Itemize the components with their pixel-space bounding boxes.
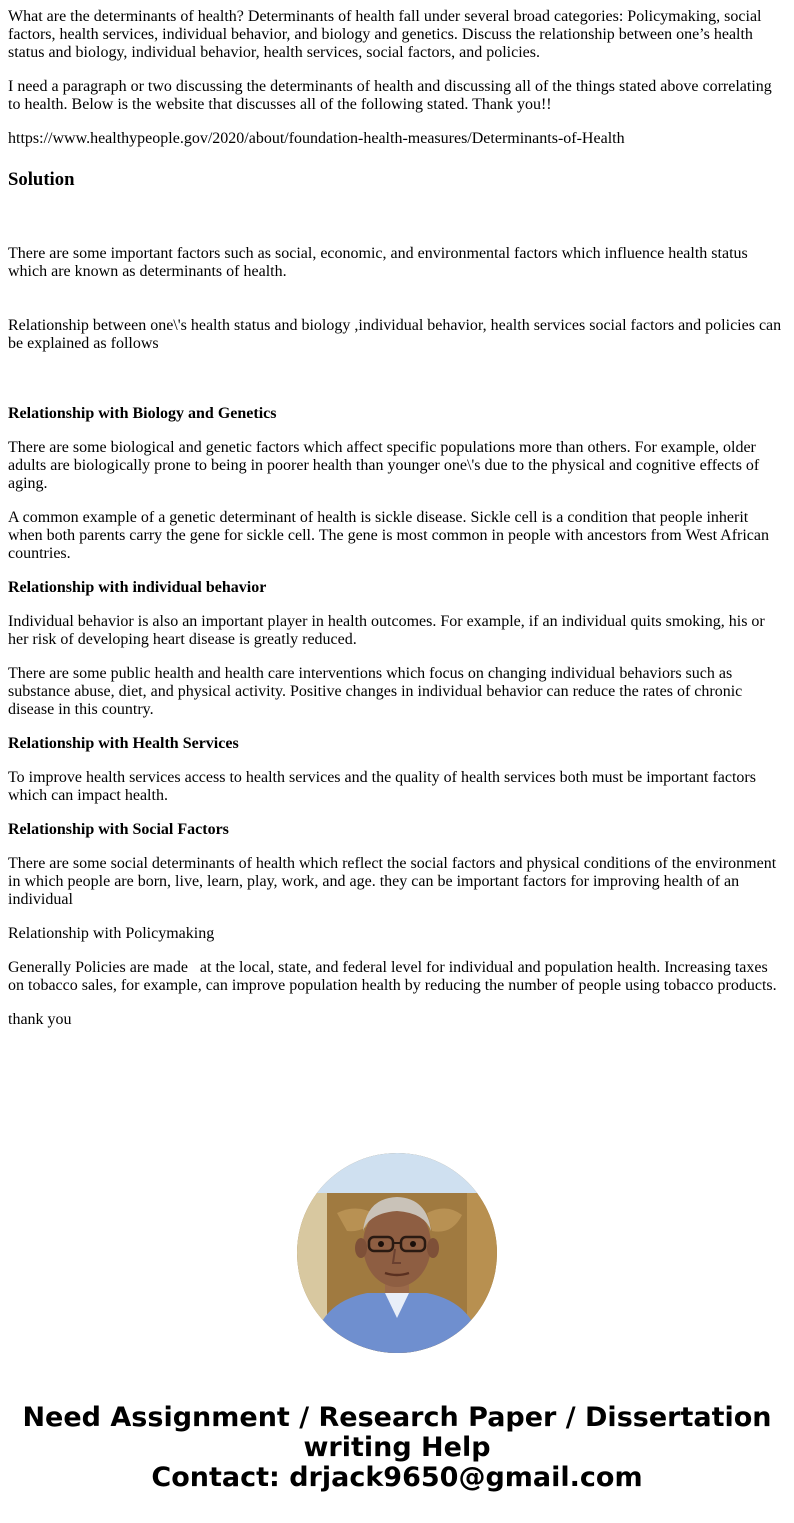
social-heading: Relationship with Social Factors xyxy=(8,821,229,838)
question-paragraph-2: I need a paragraph or two discussing the determinants of health and discussing all of the things stated above correlating to health. Below is the website that discusses all of the following stated. Thank you!! xyxy=(8,78,776,113)
services-paragraph: To improve health services access to health services and the quality of health services both must be important factors which can impact health. xyxy=(8,769,760,804)
solution-intro-line-1: There are some important factors such as social, economic, and environmental factors which influence health status which are known as determinants of health. xyxy=(8,245,752,280)
promo-line-2: writing Help xyxy=(303,1432,491,1463)
social-paragraph: There are some social determinants of health which reflect the social factors and physical conditions of the environment in which people are born, live, learn, play, work, and age. they can be important factors for improving health of an individual xyxy=(8,855,781,908)
policy-heading: Relationship with Policymaking xyxy=(8,925,215,942)
promo-contact: Contact: drjack9650@gmail.com xyxy=(151,1462,643,1493)
question-paragraph-1: What are the determinants of health? Determinants of health fall under several broad categories: Policymaking, social factors, health services, individual behavior, and biology and genetics. Discuss the relationship between one’s health status and biology, individual behavior, health services, social factors, and policies. xyxy=(8,8,766,61)
behavior-heading: Relationship with individual behavior xyxy=(8,579,267,596)
promo-line-1: Need Assignment / Research Paper / Dissertation xyxy=(22,1402,772,1433)
behavior-paragraph-2: There are some public health and health care interventions which focus on changing individual behaviors such as substance abuse, diet, and physical activity. Positive changes in individual behavior can reduce the rates of chronic disease in this country. xyxy=(8,665,747,718)
solution-intro-line-2: Relationship between one\'s health status and biology ,individual behavior, health services social factors and policies can be explained as follows xyxy=(8,317,786,352)
solution-intro xyxy=(8,209,786,389)
solution-heading: Solution xyxy=(8,169,75,190)
policy-paragraph: Generally Policies are made at the local, state, and federal level for individual and population health. Increasing taxes on tobacco sales, for example, can improve population health by reducing the number of people using tobacco products. xyxy=(8,959,777,994)
behavior-paragraph-1: Individual behavior is also an important player in health outcomes. For example, if an individual quits smoking, his or her risk of developing heart disease is greatly reduced. xyxy=(8,613,769,648)
biology-heading: Relationship with Biology and Genetics xyxy=(8,405,277,422)
biology-paragraph-2: A common example of a genetic determinant of health is sickle disease. Sickle cell is a condition that people inherit when both parents carry the gene for sickle cell. The gene is most common in people with ancestors from West African countries. xyxy=(8,509,774,562)
author-avatar xyxy=(297,1153,497,1353)
biology-paragraph-1: There are some biological and genetic factors which affect specific populations more than others. For example, older adults are biologically prone to being in poorer health than younger one\'s due to the physical and cognitive effects of aging. xyxy=(8,439,764,492)
page-content xyxy=(8,8,786,1045)
author-photo xyxy=(297,1153,497,1353)
closing-text: thank you xyxy=(8,1011,72,1028)
promo-banner xyxy=(0,1403,794,1493)
question-url: https://www.healthypeople.gov/2020/about/foundation-health-measures/Determinants-of-Health xyxy=(8,130,625,147)
services-heading: Relationship with Health Services xyxy=(8,735,239,752)
